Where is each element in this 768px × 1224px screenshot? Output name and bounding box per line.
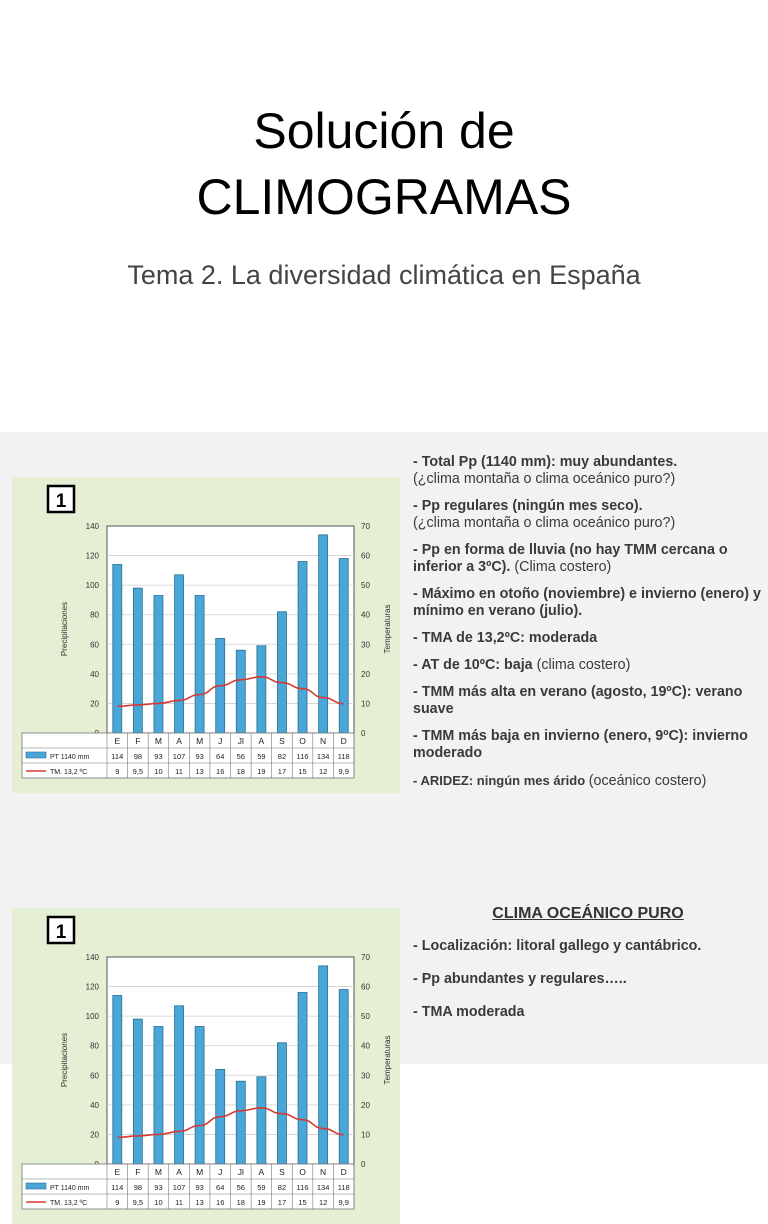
precipitation-value: 59 <box>257 752 266 761</box>
y2-tick-label: 40 <box>361 610 370 620</box>
precipitation-bar <box>175 1006 184 1164</box>
y-tick-label: 60 <box>90 640 99 650</box>
precipitation-value: 116 <box>296 752 309 761</box>
x-tick-label: Jl <box>237 736 244 746</box>
legend-bar-swatch <box>26 1183 46 1189</box>
x-tick-label: M <box>196 1167 204 1177</box>
x-tick-label: N <box>320 1167 327 1177</box>
precipitation-value: 116 <box>296 1183 309 1192</box>
y-tick-label: 20 <box>90 1130 99 1140</box>
temperature-value: 15 <box>298 767 307 776</box>
x-tick-label: E <box>114 1167 121 1177</box>
title-line-1: Solución de <box>253 103 515 159</box>
y2-tick-label: 70 <box>361 953 370 962</box>
y-tick-label: 100 <box>85 581 99 591</box>
precipitation-value: 93 <box>195 1183 204 1192</box>
bullet-5: - AT de 10ºC: baja (clima costero) <box>413 657 631 673</box>
y-tick-label: 40 <box>90 669 99 679</box>
oceanic-bullets <box>413 938 765 1037</box>
temperature-value: 11 <box>175 1198 183 1207</box>
bullet-1: - Pp regulares (ningún mes seco). (¿clima montaña o clima oceánico puro?) <box>413 498 676 531</box>
precipitation-bar <box>277 612 286 733</box>
chart-number: 1 <box>55 922 67 943</box>
y2-tick-label: 60 <box>361 551 370 561</box>
temperature-value: 18 <box>236 767 245 776</box>
y2-tick-label: 60 <box>361 982 370 992</box>
y2-tick-label: 10 <box>361 699 370 709</box>
precipitation-value: 93 <box>154 1183 163 1192</box>
plot-area <box>107 957 354 1164</box>
temperature-value: 10 <box>154 767 163 776</box>
precipitation-value: 93 <box>154 752 163 761</box>
x-tick-label: A <box>176 1167 182 1177</box>
precipitation-value: 82 <box>277 1183 287 1192</box>
x-tick-label: M <box>196 736 204 746</box>
precipitation-value: 56 <box>236 1183 245 1192</box>
y2-tick-label: 30 <box>361 640 370 650</box>
precipitation-value: 64 <box>216 752 225 761</box>
bullet-8: - ARIDEZ: ningún mes árido (oceánico costero) <box>413 773 707 789</box>
precipitation-bar <box>339 559 348 733</box>
precipitation-bar <box>319 535 328 733</box>
temperature-value: 9,5 <box>132 767 144 776</box>
temperature-value: 16 <box>216 767 225 776</box>
climogram-chart-copy <box>12 908 400 1224</box>
y2-axis-label: Temperaturas <box>383 1035 392 1085</box>
precipitation-bar <box>195 1026 204 1164</box>
y2-tick-label: 50 <box>361 1012 370 1022</box>
precipitation-value: 118 <box>337 752 350 761</box>
temperature-value: 17 <box>277 1198 287 1207</box>
slide-climogram-analysis <box>0 432 768 864</box>
y-tick-label: 60 <box>90 1071 99 1081</box>
precipitation-value: 64 <box>216 1183 225 1192</box>
temperature-value: 9 <box>115 1198 120 1207</box>
precipitation-value: 59 <box>257 1183 266 1192</box>
chart-number: 1 <box>55 491 67 512</box>
x-tick-label: M <box>154 736 163 746</box>
precipitation-bar <box>133 588 142 733</box>
temperature-value: 18 <box>236 1198 245 1207</box>
y-axis-label: Precipitaciones <box>60 601 69 657</box>
temperature-value: 15 <box>298 1198 307 1207</box>
y-tick-label: 100 <box>85 1012 99 1022</box>
bullet-6: - TMM más alta en verano (agosto, 19ºC): verano suave <box>413 684 743 717</box>
precipitation-bar <box>154 1026 163 1164</box>
temperature-value: 9,9 <box>338 1198 349 1207</box>
y2-tick-label: 0 <box>361 1160 366 1169</box>
y-tick-label: 80 <box>90 1041 99 1051</box>
precipitation-value: 114 <box>111 752 124 761</box>
legend-bar-swatch <box>26 752 46 758</box>
precipitation-bar <box>113 995 122 1164</box>
y-tick-label: 140 <box>85 522 99 531</box>
precipitation-bar <box>195 595 204 733</box>
precipitation-bar <box>339 990 348 1164</box>
y2-tick-label: 20 <box>361 669 370 679</box>
legend-precipitation: PT 1140 mm <box>50 754 90 761</box>
x-tick-label: E <box>114 736 121 746</box>
plot-area <box>107 526 354 733</box>
temperature-value: 16 <box>216 1198 225 1207</box>
precipitation-bar <box>236 650 245 733</box>
bullet-7: - TMM más baja en invierno (enero, 9ºC): invierno moderado <box>413 728 748 761</box>
oceanic-bullet-0: - Localización: litoral gallego y cantábrico. <box>413 938 702 954</box>
y-tick-label: 140 <box>85 953 99 962</box>
x-tick-label: A <box>176 736 182 746</box>
x-tick-label: J <box>218 736 223 746</box>
oceanic-bullet-2: - TMA moderada <box>413 1004 525 1020</box>
title-line-2: CLIMOGRAMAS <box>196 169 572 225</box>
precipitation-value: 56 <box>236 752 245 761</box>
y2-tick-label: 0 <box>361 729 366 738</box>
presentation-title <box>0 98 768 230</box>
temperature-value: 12 <box>318 767 328 776</box>
temperature-value: 13 <box>195 1198 204 1207</box>
x-tick-label: A <box>258 1167 265 1177</box>
y2-tick-label: 10 <box>361 1130 370 1140</box>
y2-tick-label: 30 <box>361 1071 370 1081</box>
y-axis-label: Precipitaciones <box>60 1032 69 1088</box>
precipitation-bar <box>298 992 307 1164</box>
oceanic-bullet-1: - Pp abundantes y regulares….. <box>413 971 627 987</box>
x-tick-label: M <box>154 1167 163 1177</box>
temperature-value: 9 <box>115 767 120 776</box>
precipitation-bar <box>113 564 122 733</box>
temperature-value: 9,5 <box>132 1198 144 1207</box>
precipitation-value: 98 <box>133 752 143 761</box>
y-tick-label: 20 <box>90 699 99 709</box>
temperature-value: 13 <box>195 767 204 776</box>
precipitation-bar <box>154 595 163 733</box>
title-slide <box>0 0 768 432</box>
precipitation-bar <box>277 1043 286 1164</box>
y2-tick-label: 70 <box>361 522 370 531</box>
x-tick-label: D <box>340 1167 347 1177</box>
precipitation-value: 134 <box>316 1183 330 1192</box>
x-tick-label: J <box>218 1167 223 1177</box>
climogram-chart <box>12 477 400 793</box>
legend-precipitation: PT 1140 mm <box>50 1185 90 1192</box>
y-tick-label: 40 <box>90 1100 99 1110</box>
analysis-bullets <box>413 454 765 800</box>
precipitation-bar <box>257 646 266 733</box>
x-tick-label: F <box>135 736 141 746</box>
precipitation-value: 82 <box>277 752 287 761</box>
section-title: CLIMA OCEÁNICO PURO <box>492 905 684 922</box>
precipitation-bar <box>133 1019 142 1164</box>
temperature-value: 19 <box>257 767 266 776</box>
precipitation-value: 107 <box>172 752 186 761</box>
bullet-2: - Pp en forma de lluvia (no hay TMM cercana o inferior a 3ºC). (Clima costero) <box>413 542 728 575</box>
y-tick-label: 120 <box>85 551 99 561</box>
x-tick-label: A <box>258 736 265 746</box>
precipitation-value: 98 <box>133 1183 143 1192</box>
temperature-value: 17 <box>277 767 287 776</box>
precipitation-value: 93 <box>195 752 204 761</box>
temperature-value: 19 <box>257 1198 266 1207</box>
temperature-value: 12 <box>318 1198 328 1207</box>
bullet-4: - TMA de 13,2ºC: moderada <box>413 630 598 646</box>
bullet-0: - Total Pp (1140 mm): muy abundantes. (¿clima montaña o clima oceánico puro?) <box>413 454 678 487</box>
precipitation-bar <box>319 966 328 1164</box>
x-tick-label: Jl <box>237 1167 244 1177</box>
presentation-subtitle: Tema 2. La diversidad climática en España <box>127 260 641 290</box>
precipitation-value: 134 <box>316 752 330 761</box>
legend-temperature: TM. 13,2 ºC <box>50 1200 88 1207</box>
temperature-value: 11 <box>175 767 183 776</box>
bullet-3: - Máximo en otoño (noviembre) e invierno (enero) y mínimo en verano (julio). <box>413 586 761 619</box>
y2-tick-label: 20 <box>361 1100 370 1110</box>
precipitation-value: 114 <box>111 1183 124 1192</box>
y-tick-label: 120 <box>85 982 99 992</box>
x-tick-label: S <box>279 1167 285 1177</box>
precipitation-value: 118 <box>337 1183 350 1192</box>
temperature-value: 10 <box>154 1198 163 1207</box>
precipitation-value: 107 <box>172 1183 186 1192</box>
x-tick-label: O <box>299 1167 306 1177</box>
y2-axis-label: Temperaturas <box>383 604 392 654</box>
y2-tick-label: 40 <box>361 1041 370 1051</box>
x-tick-label: O <box>299 736 306 746</box>
x-tick-label: D <box>340 736 347 746</box>
x-tick-label: F <box>135 1167 141 1177</box>
y-tick-label: 80 <box>90 610 99 620</box>
legend-temperature: TM. 13,2 ºC <box>50 769 88 776</box>
y2-tick-label: 50 <box>361 581 370 591</box>
x-tick-label: S <box>279 736 285 746</box>
slide-oceanic-climate <box>0 864 768 1207</box>
precipitation-bar <box>175 575 184 733</box>
precipitation-bar <box>298 561 307 733</box>
precipitation-bar <box>257 1077 266 1164</box>
x-tick-label: N <box>320 736 327 746</box>
precipitation-bar <box>236 1081 245 1164</box>
temperature-value: 9,9 <box>338 767 349 776</box>
